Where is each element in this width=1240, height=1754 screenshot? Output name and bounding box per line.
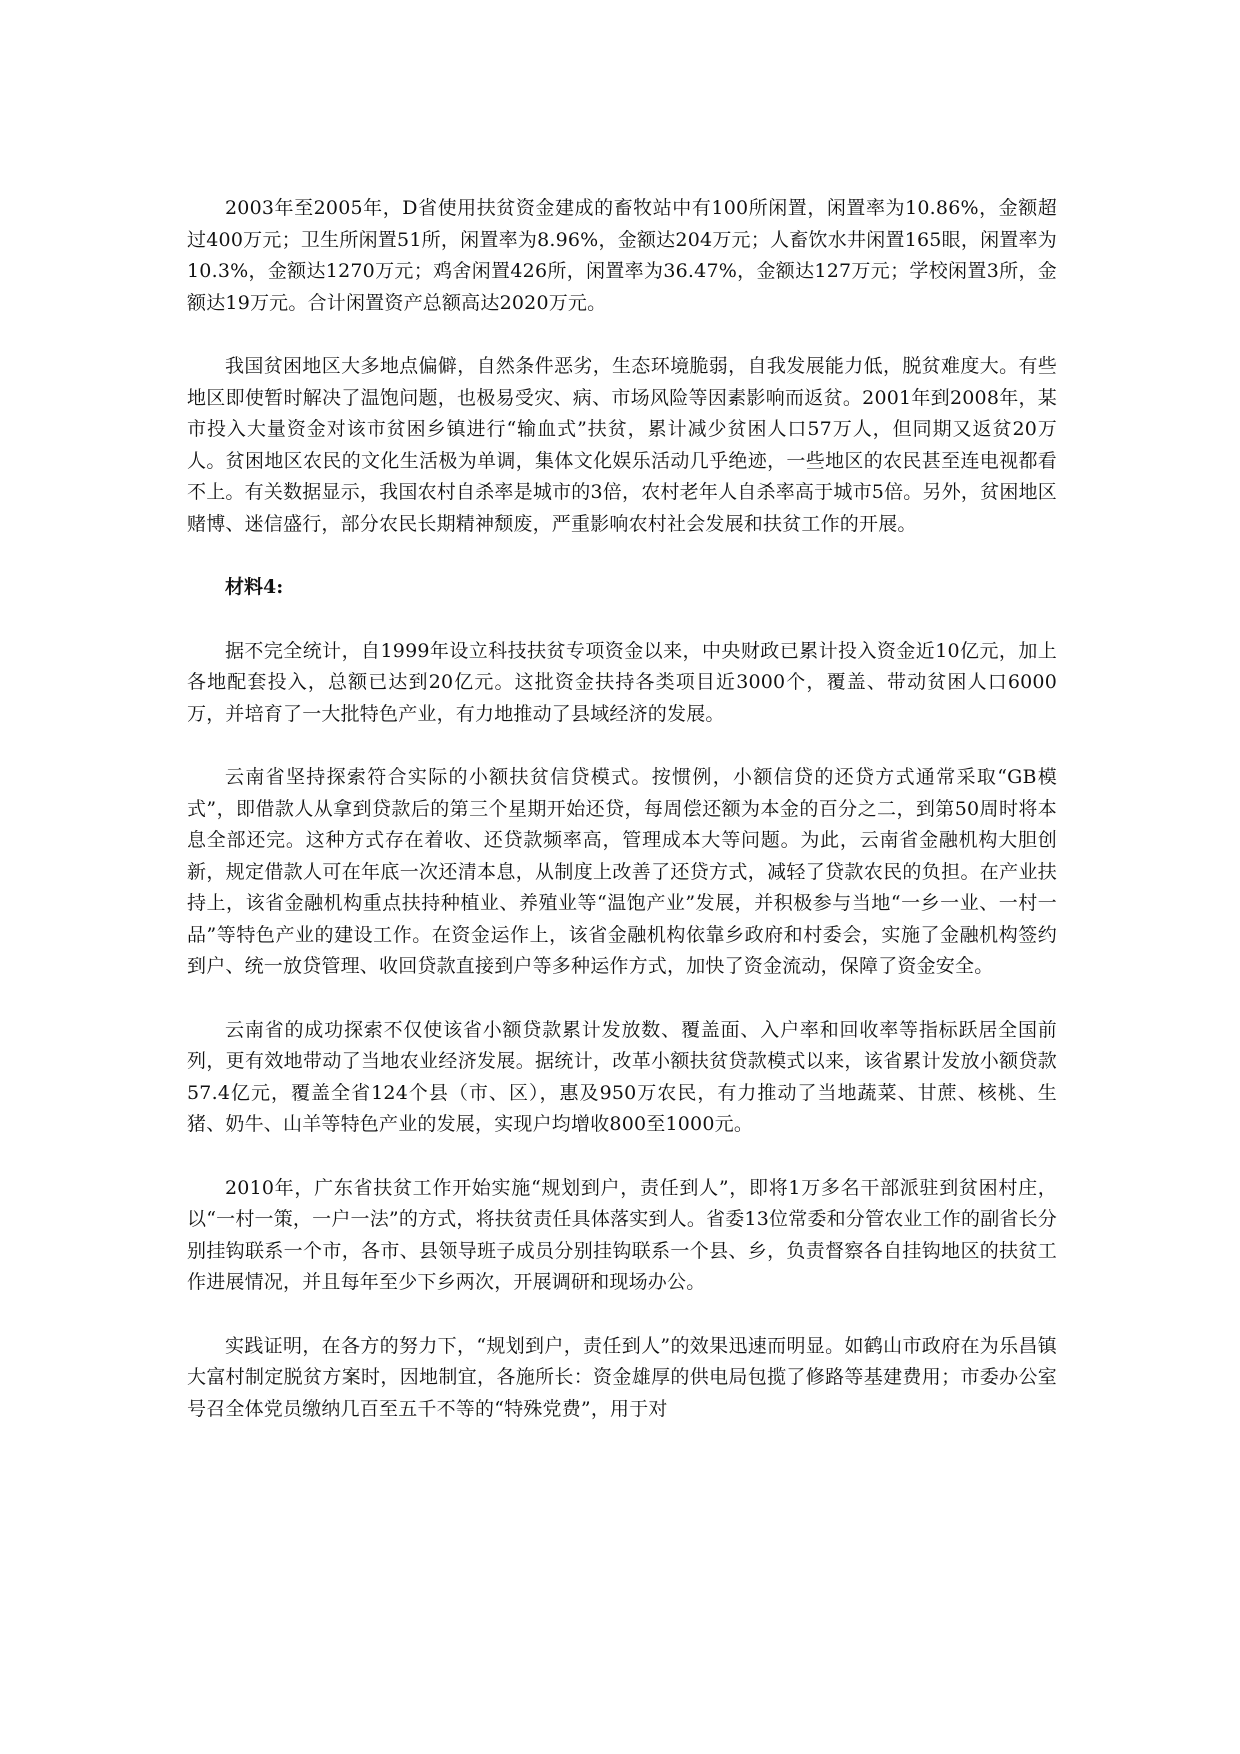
paragraph-gap <box>187 1299 1057 1331</box>
paragraph-gap <box>187 1141 1057 1173</box>
paragraph-idle-assets: 2003年至2005年，D省使用扶贫资金建成的畜牧站中有100所闲置，闲置率为10.86%，金额超过400万元；卫生所闲置51所，闲置率为8.96%，金额达204万元；人畜饮水井闲置165眼，闲置率为10.3%，金额达1270万元；鸡舍闲置426所，闲置率为36.47%，金额达127万元；学校闲置3所，金额达19万元。合计闲置资产总额高达2020万元。 <box>187 197 1057 314</box>
paragraph-tech-poverty-fund: 据不完全统计，自1999年设立科技扶贫专项资金以来，中央财政已累计投入资金近10亿元，加上各地配套投入，总额已达到20亿元。这批资金扶持各类项目近3000个，覆盖、带动贫困人口6000万，并培育了一大批特色产业，有力地推动了县域经济的发展。 <box>187 639 1057 725</box>
paragraph-yunnan-microcredit: 云南省坚持探索符合实际的小额扶贫信贷模式。按惯例，小额信贷的还贷方式通常采取“GB模式”，即借款人从拿到贷款后的第三个星期开始还贷，每周偿还额为本金的百分之二，到第50周时将本息全部还完。这种方式存在着收、还贷款频率高，管理成本大等问题。为此，云南省金融机构大胆创新，规定借款人可在年底一次还清本息，从制度上改善了还贷方式，减轻了贷款农民的负担。在产业扶持上，该省金融机构重点扶持种植业、养殖业等“温饱产业”发展，并积极参与当地“一乡一业、一村一品”等特色产业的建设工作。在资金运作上，该省金融机构依靠乡政府和村委会，实施了金融机构签约到户、统一放贷管理、收回贷款直接到户等多种运作方式，加快了资金流动，保障了资金安全。 <box>187 766 1057 977</box>
paragraph-gap <box>187 604 1057 636</box>
document-body <box>187 193 1057 1425</box>
paragraph-guangdong-plan: 2010年，广东省扶贫工作开始实施“规划到户，责任到人”，即将1万多名干部派驻到贫困村庄，以“一村一策，一户一法”的方式，将扶贫责任具体落实到人。省委13位常委和分管农业工作的副省长分别挂钩联系一个市，各市、县领导班子成员分别挂钩联系一个县、乡，负责督察各自挂钩地区的扶贫工作进展情况，并且每年至少下乡两次，开展调研和现场办公。 <box>187 1176 1058 1293</box>
paragraph-gap <box>187 540 1057 572</box>
paragraph-poverty-return: 我国贫困地区大多地点偏僻，自然条件恶劣，生态环境脆弱，自我发展能力低，脱贫难度大。有些地区即使暂时解决了温饱问题，也极易受灾、病、市场风险等因素影响而返贫。2001年到2008年，某市投入大量资金对该市贫困乡镇进行“输血式”扶贫，累计减少贫困人口57万人，但同期又返贫20万人。贫困地区农民的文化生活极为单调，集体文化娱乐活动几乎绝迹，一些地区的农民甚至连电视都看不上。有关数据显示，我国农村自杀率是城市的3倍，农村老年人自杀率高于城市5倍。另外，贫困地区赌博、迷信盛行，部分农民长期精神颓废，严重影响农村社会发展和扶贫工作的开展。 <box>187 355 1057 535</box>
paragraph-gap <box>187 730 1057 762</box>
paragraph-gap <box>187 983 1057 1015</box>
paragraph-gap <box>187 319 1057 351</box>
paragraph-yunnan-results: 云南省的成功探索不仅使该省小额贷款累计发放数、覆盖面、入户率和回收率等指标跃居全国前列，更有效地带动了当地农业经济发展。据统计，改革小额扶贫贷款模式以来，该省累计发放小额贷款57.4亿元，覆盖全省124个县（市、区），惠及950万农民，有力推动了当地蔬菜、甘蔗、核桃、生猪、奶牛、山羊等特色产业的发展，实现户均增收800至1000元。 <box>187 1018 1057 1135</box>
section-heading-material-4: 材料4: <box>225 576 284 598</box>
paragraph-heshan-practice: 实践证明，在各方的努力下，“规划到户，责任到人”的效果迅速而明显。如鹤山市政府在为乐昌镇大富村制定脱贫方案时，因地制宜，各施所长：资金雄厚的供电局包揽了修路等基建费用；市委办公室号召全体党员缴纳几百至五千不等的“特殊党费”，用于对 <box>187 1334 1057 1420</box>
